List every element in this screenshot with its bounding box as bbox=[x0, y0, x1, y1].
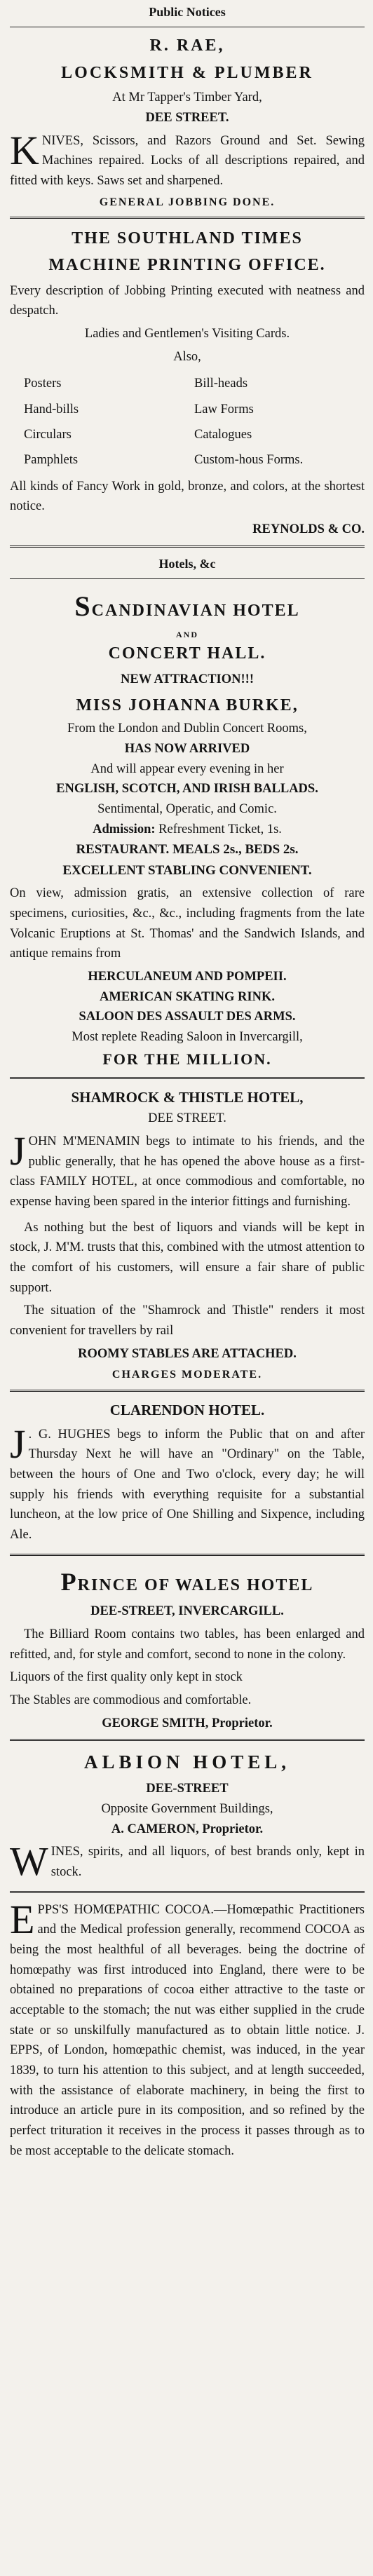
list-item: Pamphlets bbox=[24, 452, 79, 467]
ad-scandinavian-admission bbox=[10, 820, 365, 840]
ad-locksmith-street: DEE STREET. bbox=[145, 110, 229, 125]
list-item: Catalogues bbox=[194, 427, 252, 442]
ad-shamrock-p2: As nothing but the best of liquors and viands will be kept in stock, J. M'M. trusts that this, combined with the utmost attention to the comfort of his customers, will ensure a fair share of public support. bbox=[10, 1220, 365, 1295]
ad-scandinavian-ballads: ENGLISH, SCOTCH, AND IRISH BALLADS. bbox=[56, 782, 318, 796]
ad-times-cards: Ladies and Gentlemen's Visiting Cards. bbox=[84, 327, 290, 341]
ad-prince-title bbox=[10, 1563, 365, 1602]
ad-scandinavian-performer: MISS JOHANNA BURKE, bbox=[76, 696, 299, 715]
ad-times-items bbox=[24, 371, 365, 472]
ad-times-also: Also, bbox=[173, 349, 201, 364]
divider bbox=[10, 1554, 365, 1556]
list-item: Custom-hous Forms. bbox=[194, 452, 304, 467]
divider bbox=[10, 578, 365, 579]
ad-epps-text: PPS'S HOMŒPATHIC COCOA.—Homœpathic Practitioners and the Medical profession generally, recommend COCOA as being the most healthful of all beverages. being the doctrine of homœpathy was first introduced into England, there were to be obtained no preparations of cocoa either attractive to the taste or acceptable to the stomach; the nut was either supplied in the crude state or so unskilfully manufactured as to obtain little notice. J. EPPS, of London, homœpathic chemist, was induced, in the year 1839, to turn his attention to this subject, and at length succeeded, with the assistance of elaborate machinery, in being the first to introduce an article pure in its composition, and so refined by the perfect trituration it receives in the process it passes through as to be most acceptable to the delicate stomach. bbox=[10, 1902, 365, 2158]
ad-scandinavian-stabling: EXCELLENT STABLING CONVENIENT. bbox=[62, 862, 312, 878]
ad-locksmith-body bbox=[10, 127, 365, 191]
ad-locksmith-address: At Mr Tapper's Timber Yard, bbox=[112, 90, 262, 105]
divider bbox=[10, 545, 365, 548]
ad-locksmith-trade: LOCKSMITH & PLUMBER bbox=[61, 64, 313, 83]
ad-prince-proprietor: GEORGE SMITH, Proprietor. bbox=[102, 1716, 273, 1730]
ad-times-intro: Every description of Jobbing Printing executed with neatness and despatch. bbox=[10, 283, 365, 318]
ad-scandinavian-million: FOR THE MILLION. bbox=[102, 1050, 272, 1068]
section-header-hotels: Hotels, &c bbox=[158, 556, 216, 571]
ad-scandinavian-from: From the London and Dublin Concert Rooms, bbox=[67, 721, 307, 736]
dropcap: J bbox=[10, 1127, 26, 1174]
ad-locksmith bbox=[10, 33, 365, 212]
list-item: Bill-heads bbox=[194, 377, 248, 391]
ad-scandinavian-attraction: NEW ATTRACTION!!! bbox=[121, 672, 254, 687]
ad-locksmith-footer: GENERAL JOBBING DONE. bbox=[99, 196, 276, 208]
list-item: Law Forms bbox=[194, 402, 254, 416]
ad-scandinavian-herculaneum: HERCULANEUM AND POMPEII. bbox=[88, 969, 287, 984]
ad-scandinavian-appear: And will appear every evening in her bbox=[90, 761, 284, 776]
ad-prince-liquors: Liquors of the first quality only kept in stock bbox=[10, 1670, 243, 1685]
dropcap: W bbox=[10, 1838, 48, 1885]
admission-text: Refreshment Ticket, 1s. bbox=[158, 822, 282, 836]
ad-clarendon-title: CLARENDON HOTEL. bbox=[109, 1402, 265, 1419]
ad-scandinavian-exhibit: On view, admission gratis, an extensive collection of rare specimens, curiosities, &c., &c., including fragments from the late Volcanic Eruptions at St. Thomas' and the Sandwich Islands, and antique remains from bbox=[10, 886, 365, 961]
ad-clarendon-hotel bbox=[10, 1399, 365, 1548]
dropcap: T bbox=[72, 229, 85, 248]
ad-shamrock-hotel bbox=[10, 1086, 365, 1384]
ad-scandinavian-reading: Most replete Reading Saloon in Invercargill, bbox=[72, 1029, 303, 1044]
ad-shamrock-p3: The situation of the "Shamrock and Thistle" renders it most convenient for travellers by rail bbox=[10, 1303, 365, 1338]
ad-epps-cocoa bbox=[10, 1896, 365, 2162]
ad-scandinavian-arrived: HAS NOW ARRIVED bbox=[124, 741, 250, 756]
ad-shamrock-title: SHAMROCK & THISTLE HOTEL, bbox=[71, 1088, 304, 1106]
divider bbox=[10, 1077, 365, 1079]
ad-times-fancy: All kinds of Fancy Work in gold, bronze, and colors, at the shortest notice. bbox=[10, 479, 365, 514]
ad-clarendon-text: . G. HUGHES begs to inform the Public that on and after Thursday Next he will have an "Ordinary" on the Table, between the hours of One and Two o'clock, every day; he will supply his friends with everything requisite for a substantial luncheon, at the low price of One Shilling and Sixpence, including Ale. bbox=[10, 1427, 365, 1542]
ad-scandinavian-restaurant: RESTAURANT. MEALS 2s., BEDS 2s. bbox=[76, 842, 299, 857]
ad-prince-body: The Billiard Room contains two tables, has been enlarged and refitted, and, for style and comfort, second to none in the colony. bbox=[10, 1627, 365, 1662]
dropcap: K bbox=[10, 127, 39, 173]
ad-scandinavian-title-1-text: CANDINAVIAN HOTEL bbox=[91, 601, 300, 620]
ad-prince-stables: The Stables are commodious and comfortable. bbox=[10, 1693, 252, 1708]
ad-times-title-1 bbox=[10, 226, 365, 252]
admission-label: Admission: bbox=[93, 822, 156, 836]
ad-epps-body bbox=[10, 1896, 365, 2162]
ad-albion-text: INES, spirits, and all liquors, of best brands only, kept in stock. bbox=[50, 1845, 365, 1879]
ad-scandinavian-styles: Sentimental, Operatic, and Comic. bbox=[97, 801, 277, 816]
list-item: Circulars bbox=[24, 427, 72, 442]
ad-albion-proprietor: A. CAMERON, Proprietor. bbox=[111, 1822, 264, 1836]
ad-shamrock-p1 bbox=[10, 1127, 365, 1212]
ad-prince-of-wales-hotel bbox=[10, 1563, 365, 1734]
ad-albion-hotel bbox=[10, 1748, 365, 1885]
list-item: Hand-bills bbox=[24, 402, 79, 416]
divider bbox=[10, 1739, 365, 1741]
ad-clarendon-body bbox=[10, 1421, 365, 1545]
ad-locksmith-text: NIVES, Scissors, and Razors Ground and Set. Sewing Machines repaired. Locks of all descriptions repaired, and fitted with keys. Saws set and sharpened. bbox=[10, 133, 365, 188]
ad-prince-street: DEE-STREET, INVERCARGILL. bbox=[90, 1604, 284, 1619]
ad-scandinavian-title-2: CONCERT HALL. bbox=[108, 644, 266, 663]
list-item: Posters bbox=[24, 377, 62, 391]
divider bbox=[10, 1390, 365, 1392]
ad-locksmith-name: R. RAE, bbox=[149, 36, 225, 55]
dropcap: E bbox=[10, 1896, 35, 1942]
ad-times-title-2: MACHINE PRINTING OFFICE. bbox=[48, 255, 326, 274]
ad-shamrock-charges: CHARGES MODERATE. bbox=[111, 1369, 263, 1381]
dropcap: P bbox=[60, 1567, 78, 1596]
ad-albion-opposite: Opposite Government Buildings, bbox=[101, 1801, 273, 1816]
ad-southland-times bbox=[10, 226, 365, 539]
ad-prince-title-text: RINCE OF WALES HOTEL bbox=[77, 1575, 314, 1594]
dropcap: S bbox=[74, 590, 92, 622]
section-header-public-notices: Public Notices bbox=[149, 5, 226, 19]
ad-shamrock-stables: ROOMY STABLES ARE ATTACHED. bbox=[78, 1346, 297, 1361]
ad-shamrock-street: DEE STREET. bbox=[148, 1111, 226, 1126]
ad-albion-body bbox=[10, 1838, 365, 1885]
ad-scandinavian-rink: AMERICAN SKATING RINK. bbox=[100, 989, 275, 1004]
ad-times-signature: REYNOLDS & CO. bbox=[252, 522, 365, 537]
ad-scandinavian-hotel bbox=[10, 585, 365, 1071]
ad-albion-title: ALBION HOTEL, bbox=[83, 1751, 291, 1773]
ad-shamrock-p1-text: OHN M'MENAMIN begs to intimate to his friends, and the public generally, that he has opened the above house as a first-class FAMILY HOTEL, at once commodious and comfortable, no expense having been spared in the interior fittings and furnishing. bbox=[10, 1134, 365, 1209]
ad-scandinavian-title-1 bbox=[10, 585, 365, 628]
divider bbox=[10, 1891, 365, 1893]
ad-scandinavian-saloon: SALOON DES ASSAULT DES ARMS. bbox=[79, 1010, 296, 1024]
ad-times-title-1-text: HE SOUTHLAND TIMES bbox=[84, 229, 303, 248]
ad-scandinavian-and: AND bbox=[176, 629, 198, 639]
ad-albion-street: DEE-STREET bbox=[146, 1782, 229, 1796]
divider bbox=[10, 217, 365, 219]
dropcap: J bbox=[10, 1421, 26, 1467]
